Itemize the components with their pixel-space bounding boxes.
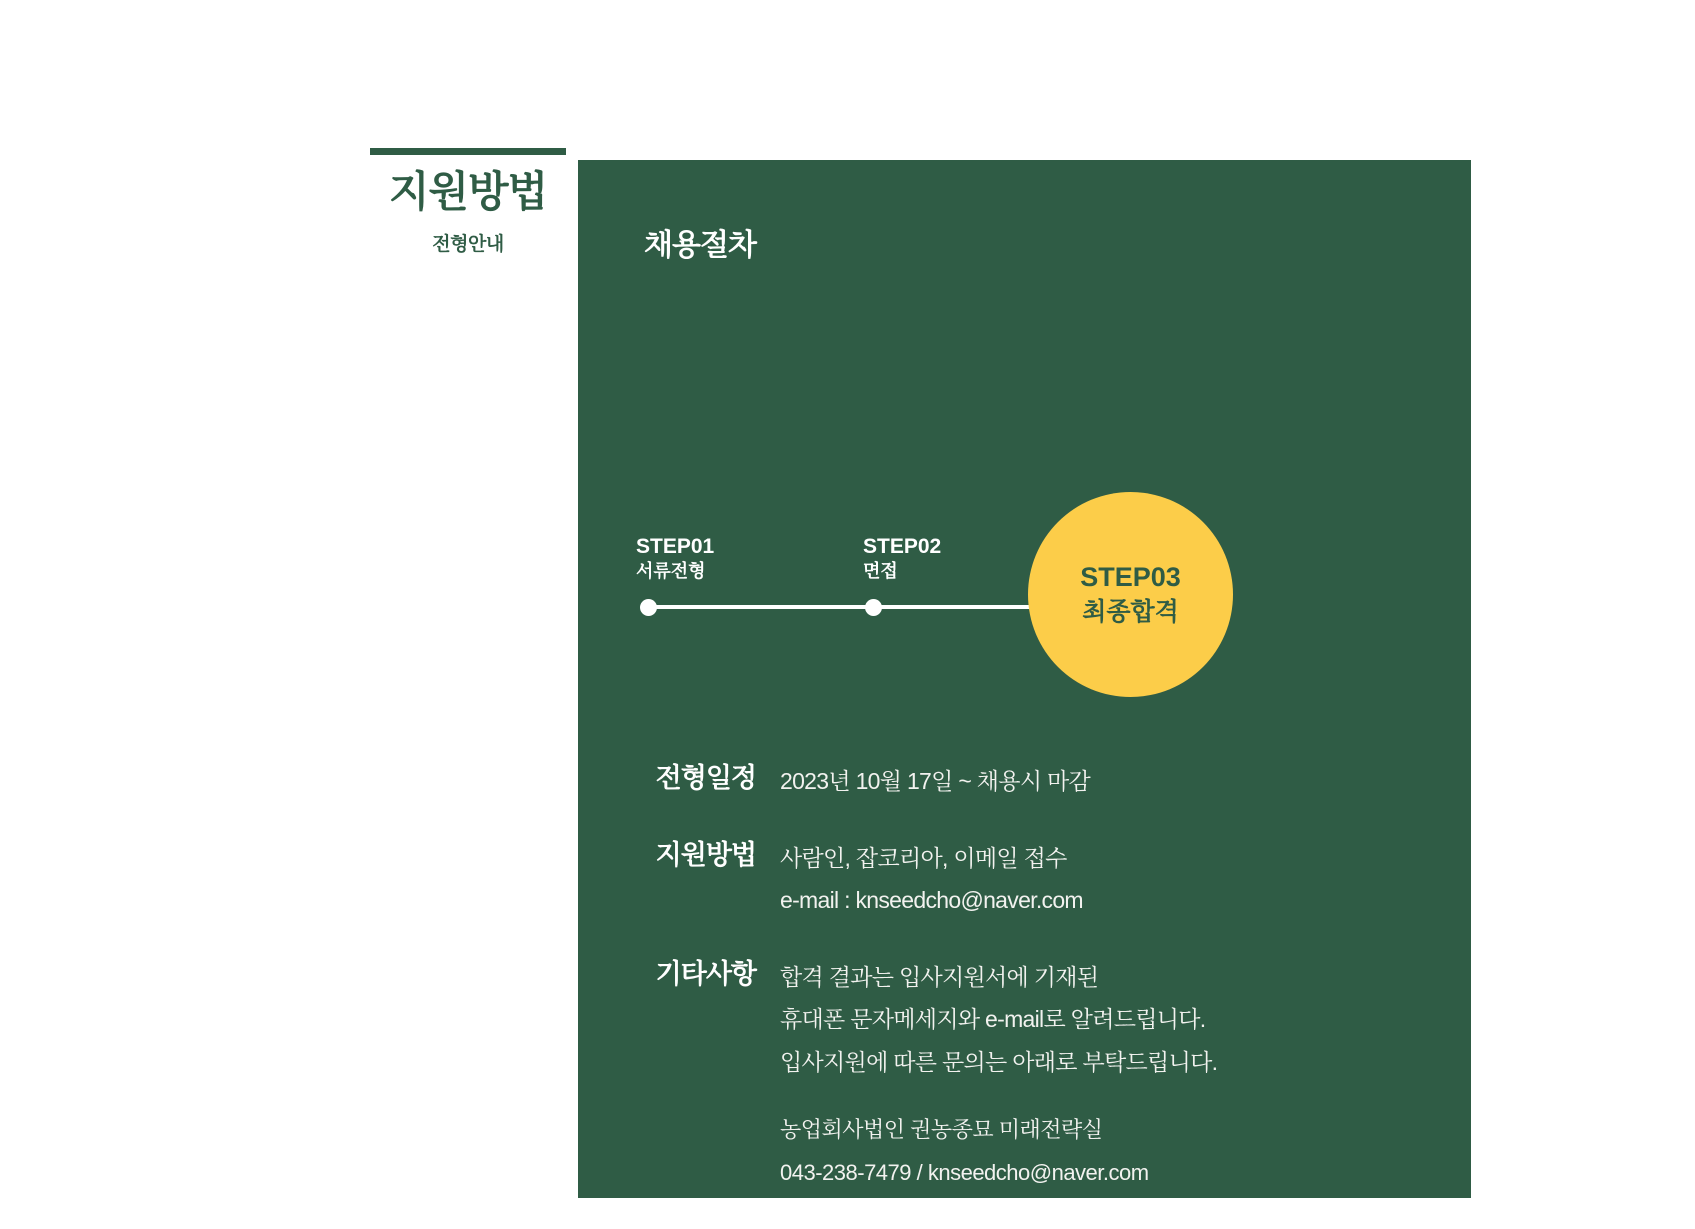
info-line: 합격 결과는 입사지원서에 기재된 [780, 963, 1099, 990]
info-value-schedule [780, 760, 1090, 803]
heading-rule [370, 148, 566, 155]
info-row-schedule [644, 760, 1424, 803]
info-line: 사람인, 잡코리아, 이메일 접수 [780, 844, 1067, 871]
step-dot-2 [865, 599, 882, 616]
info-label-apply: 지원방법 [655, 839, 756, 870]
step-1-name: STEP01 [636, 535, 715, 558]
step-2-name: STEP02 [863, 535, 942, 558]
step-dot-1 [640, 599, 657, 616]
contact-block [780, 1109, 1217, 1195]
contact-org: 농업회사법인 권농종묘 미래전략실 [780, 1117, 1103, 1143]
info-line: 입사지원에 따른 문의는 아래로 부탁드립니다. [780, 1048, 1218, 1075]
panel-title: 채용절차 [644, 229, 756, 262]
info-row-apply [644, 837, 1424, 922]
info-line: 휴대폰 문자메세지와 e-mail로 알려드립니다. [780, 1006, 1206, 1033]
info-list [644, 760, 1424, 1229]
info-value-apply [780, 837, 1083, 922]
section-heading-block [368, 148, 568, 256]
step-2 [863, 534, 941, 583]
step-2-label: 면접 [863, 561, 898, 582]
info-line: 2023년 10월 17일 ~ 채용시 마감 [780, 768, 1091, 794]
contact-phone-email: 043-238-7479 / knseedcho@naver.com [780, 1160, 1149, 1186]
info-label-etc: 기타사항 [655, 958, 756, 989]
page-title: 지원방법 [388, 168, 548, 215]
step-1 [636, 534, 714, 583]
info-line-email: e-mail : knseedcho@naver.com [780, 887, 1083, 914]
info-value-etc [780, 956, 1217, 1195]
recruitment-steps [578, 460, 1471, 720]
step-1-label: 서류전형 [636, 561, 706, 582]
recruitment-panel [578, 160, 1471, 1198]
info-row-etc [644, 956, 1424, 1195]
page-subtitle: 전형안내 [432, 234, 504, 256]
step-3-name: STEP03 [1080, 562, 1181, 593]
info-label-schedule: 전형일정 [655, 763, 756, 793]
step-3-label: 최종합격 [1082, 597, 1179, 626]
step-3-circle [1028, 492, 1233, 697]
